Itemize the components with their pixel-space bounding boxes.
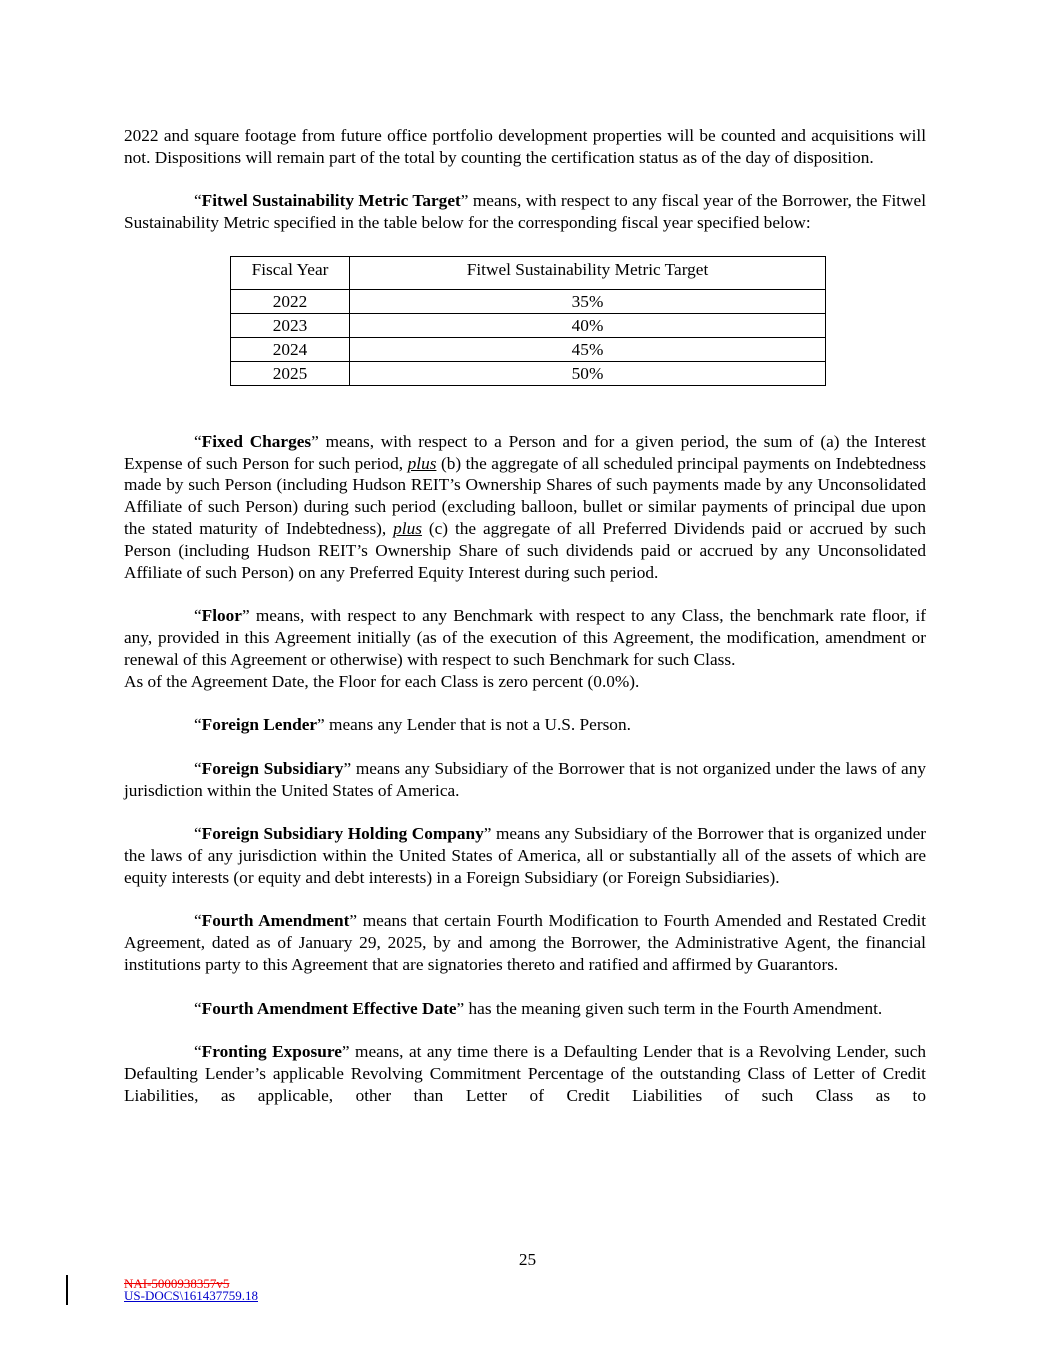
page-number: 25 xyxy=(518,1250,537,1269)
fiscal-year-cell: 2023 xyxy=(231,313,350,337)
definition-paragraph xyxy=(124,910,926,975)
paragraph-text: 2022 and square footage from future office portfolio development properties will be counted and acquisitions will not. Dispositions will remain part of the total by counting the certification status as of the day of disposition. xyxy=(124,126,926,167)
defined-term: Fitwel Sustainability Metric Target xyxy=(201,191,461,211)
inserted-doc-id: US-DOCS\161437759.18 xyxy=(124,1288,258,1303)
document-body xyxy=(124,125,926,1128)
definition-paragraph xyxy=(124,758,926,802)
change-bar xyxy=(66,1275,68,1305)
defined-term: Foreign Subsidiary xyxy=(201,758,344,778)
definition-paragraph xyxy=(124,190,926,234)
paragraph-text: ” means that certain Fourth Modification to Fourth Amended and Restated Credit Agreement, dated as of January 29, 2025, by and among the Borrower, the Administrative Agent, the financial institutions party to this Agreement that are signatories thereto and ratified and affirmed by Guarantors. xyxy=(124,911,926,974)
definition-paragraph xyxy=(124,823,926,888)
paragraph-text: ” has the meaning given such term in the Fourth Amendment. xyxy=(456,998,883,1018)
paragraph-text: “ xyxy=(194,191,202,211)
emphasis-plus: plus xyxy=(393,518,422,538)
defined-term: Fourth Amendment Effective Date xyxy=(201,998,457,1018)
paragraph-text: ” means any Subsidiary of the Borrower that is organized under the laws of any jurisdiction within the United States of America, all or substantially all of the assets of which are equity interests (or equity and debt interests) in a Foreign Subsidiary (or Foreign Subsidiaries). xyxy=(124,824,927,887)
table-row xyxy=(231,289,826,313)
paragraph-text: As of the Agreement Date, the Floor for each Class is zero percent (0.0%). xyxy=(124,671,640,691)
paragraph-text: “ xyxy=(194,1042,202,1062)
metric-target-cell: 35% xyxy=(350,289,826,313)
paragraph-text: “ xyxy=(194,715,202,735)
paragraph-text: ” means, with respect to any Benchmark with respect to any Class, the benchmark rate floor, if any, provided in this Agreement initially (as of the execution of this Agreement, the modification, amendment or renewal of this Agreement or otherwise) with respect to such Benchmark for such Class. xyxy=(124,606,926,669)
definition-paragraph xyxy=(124,1041,926,1106)
defined-term: Foreign Subsidiary Holding Company xyxy=(201,824,484,844)
paragraph-text: “ xyxy=(194,824,202,844)
continued-paragraph xyxy=(124,125,926,169)
footer-doc-id xyxy=(124,1278,258,1302)
table-row xyxy=(231,313,826,337)
defined-term: Floor xyxy=(201,606,242,626)
metric-target-cell: 45% xyxy=(350,337,826,361)
fitwel-target-table xyxy=(230,256,826,386)
table-row xyxy=(231,337,826,361)
paragraph-text: (c) the aggregate of all Preferred Dividends paid or accrued by such Person (including Hudson REIT’s Ownership Share of such dividends paid or accrued by any Unconsolidated Affiliate of such Person) on any Preferred Equity Interest during such period. xyxy=(124,518,927,582)
fiscal-year-cell: 2025 xyxy=(231,361,350,385)
paragraph-text: “ xyxy=(194,431,202,451)
table-header-metric-target: Fitwel Sustainability Metric Target xyxy=(350,256,826,289)
definition-paragraph xyxy=(124,998,926,1020)
fiscal-year-cell: 2022 xyxy=(231,289,350,313)
paragraph-text: “ xyxy=(194,998,202,1018)
paragraph-text: “ xyxy=(194,606,202,626)
table-header-fiscal-year: Fiscal Year xyxy=(231,256,350,289)
metric-target-cell: 50% xyxy=(350,361,826,385)
paragraph-text: (b) the aggregate of all scheduled principal payments on Indebtedness made by such Person (including Hudson REIT’s Ownership Shares of such payments made by any Unconsolidated Affiliate of such Person) during such period (excluding balloon, bullet or similar payments of principal due upon the stated maturity of Indebtedness), xyxy=(124,453,927,538)
paragraph-text: ” means any Lender that is not a U.S. Person. xyxy=(317,715,631,735)
defined-term: Fourth Amendment xyxy=(201,911,350,931)
table-row xyxy=(231,361,826,385)
paragraph-text: ” means, with respect to any fiscal year of the Borrower, the Fitwel Sustainability Metric specified in the table below for the corresponding fiscal year specified below: xyxy=(124,191,927,233)
paragraph-text: “ xyxy=(194,758,202,778)
metric-target-cell: 40% xyxy=(350,313,826,337)
paragraph-text: ” means, at any time there is a Defaulting Lender that is a Revolving Lender, such Defaulting Lender’s applicable Revolving Commitment Percentage of the outstanding Class of Letter of Credit Liabilities, as applicable, other than Letter of Credit Liabilities of such Class as to xyxy=(124,1042,926,1105)
definition-paragraph xyxy=(124,431,926,584)
defined-term: Fronting Exposure xyxy=(201,1042,342,1062)
paragraph-text: “ xyxy=(194,911,202,931)
emphasis-plus: plus xyxy=(407,453,437,473)
definition-paragraph xyxy=(124,605,926,692)
definition-paragraph xyxy=(124,714,926,736)
paragraph-text: ” means any Subsidiary of the Borrower that is not organized under the laws of any jurisdiction within the United States of America. xyxy=(124,758,926,800)
deleted-doc-id: NAI-5000938357v5 xyxy=(124,1276,230,1291)
defined-term: Fixed Charges xyxy=(201,431,312,451)
paragraph-text: ” means, with respect to a Person and for a given period, the sum of (a) the Interest Expense of such Person for such period, xyxy=(124,431,926,473)
fiscal-year-cell: 2024 xyxy=(231,337,350,361)
defined-term: Foreign Lender xyxy=(201,715,318,735)
